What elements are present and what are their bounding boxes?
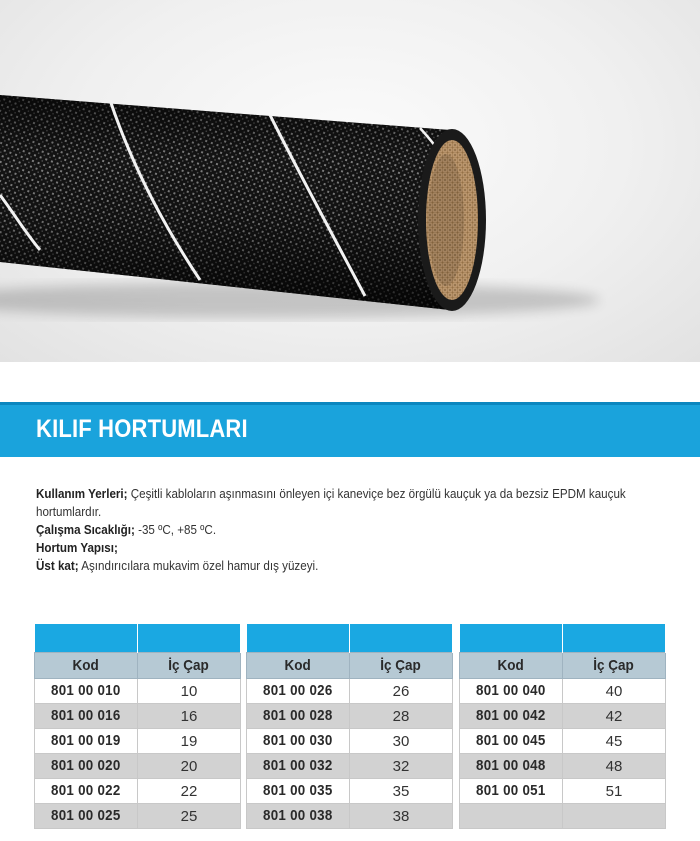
column-header-code-label: Kod — [497, 657, 525, 674]
table-row — [247, 804, 453, 829]
column-header-code-label: Kod — [72, 657, 100, 674]
product-tables — [34, 624, 668, 829]
code-cell — [35, 804, 138, 829]
table-top-bar — [247, 624, 453, 653]
code-cell — [35, 679, 138, 704]
table-header-row — [247, 653, 453, 679]
product-description — [36, 485, 631, 575]
column-header-diameter-label: İç Çap — [593, 657, 635, 674]
code-table-1 — [34, 624, 241, 829]
code-cell — [247, 804, 350, 829]
code-cell — [460, 804, 563, 829]
code-table-3 — [459, 624, 666, 829]
column-header-diameter-label: İç Çap — [168, 657, 210, 674]
diameter-cell: 16 — [138, 704, 241, 729]
code-cell — [35, 754, 138, 779]
code-cell — [460, 729, 563, 754]
column-header-code — [35, 653, 138, 679]
structure-line — [36, 539, 631, 557]
table-row — [35, 804, 241, 829]
code-cell — [460, 679, 563, 704]
diameter-cell: 32 — [350, 754, 453, 779]
column-header-code-label: Kod — [284, 657, 312, 674]
table-top-bar — [35, 624, 241, 653]
code-value: 801 00 016 — [51, 708, 121, 724]
column-header-diameter-label: İç Çap — [380, 657, 422, 674]
diameter-cell: 40 — [563, 679, 666, 704]
code-cell — [35, 779, 138, 804]
table-row — [460, 679, 666, 704]
usage-line — [36, 485, 631, 521]
temperature-line — [36, 521, 631, 539]
table-row — [460, 779, 666, 804]
table-row — [247, 704, 453, 729]
diameter-cell — [563, 804, 666, 829]
table-row — [247, 679, 453, 704]
diameter-cell: 28 — [350, 704, 453, 729]
table-header-row — [35, 653, 241, 679]
table-row — [460, 754, 666, 779]
table-row — [35, 754, 241, 779]
table-row — [247, 729, 453, 754]
table-top-cell — [350, 624, 453, 653]
column-header-code — [247, 653, 350, 679]
code-cell — [460, 754, 563, 779]
code-value: 801 00 028 — [263, 708, 333, 724]
diameter-cell: 22 — [138, 779, 241, 804]
table-top-cell — [138, 624, 241, 653]
code-value: 801 00 035 — [263, 783, 333, 799]
code-value: 801 00 019 — [51, 733, 121, 749]
product-image — [0, 0, 700, 362]
code-cell — [35, 704, 138, 729]
table-top-cell — [247, 624, 350, 653]
column-header-diameter — [563, 653, 666, 679]
code-value: 801 00 022 — [51, 783, 121, 799]
table-row — [247, 779, 453, 804]
table-header-row — [460, 653, 666, 679]
table-row — [460, 729, 666, 754]
diameter-cell: 25 — [138, 804, 241, 829]
code-cell — [247, 704, 350, 729]
diameter-cell: 38 — [350, 804, 453, 829]
code-value: 801 00 045 — [476, 733, 546, 749]
code-cell — [460, 704, 563, 729]
diameter-cell: 26 — [350, 679, 453, 704]
table-row — [35, 679, 241, 704]
diameter-cell: 10 — [138, 679, 241, 704]
table-top-cell — [563, 624, 666, 653]
diameter-cell: 19 — [138, 729, 241, 754]
structure-label: Hortum Yapısı; — [36, 541, 118, 555]
code-value: 801 00 025 — [51, 808, 121, 824]
code-cell — [247, 779, 350, 804]
table-row — [460, 704, 666, 729]
code-cell — [247, 729, 350, 754]
diameter-cell: 20 — [138, 754, 241, 779]
code-cell — [35, 729, 138, 754]
code-value: 801 00 038 — [263, 808, 333, 824]
usage-label: Kullanım Yerleri; — [36, 487, 128, 501]
diameter-cell: 48 — [563, 754, 666, 779]
diameter-cell: 42 — [563, 704, 666, 729]
table-top-cell — [460, 624, 563, 653]
diameter-cell: 45 — [563, 729, 666, 754]
hose-image — [0, 0, 700, 362]
table-row — [35, 704, 241, 729]
temperature-text: -35 ºC, +85 ºC. — [134, 523, 217, 537]
code-cell — [247, 754, 350, 779]
page-title: KILIF HORTUMLARI — [36, 415, 248, 443]
diameter-cell: 30 — [350, 729, 453, 754]
table-top-bar — [460, 624, 666, 653]
code-value: 801 00 048 — [476, 758, 546, 774]
temperature-label: Çalışma Sıcaklığı; — [36, 523, 135, 537]
code-value: 801 00 042 — [476, 708, 546, 724]
column-header-diameter — [138, 653, 241, 679]
outer-layer-text: Aşındırıcılara mukavim özel hamur dış yüzeyi. — [78, 559, 319, 573]
code-cell — [247, 679, 350, 704]
table-top-cell — [35, 624, 138, 653]
code-value: 801 00 026 — [263, 683, 333, 699]
usage-text: Çeşitli kabloların aşınmasını önleyen içi kaneviçe bez örgülü kauçuk ya da bezsiz EPDM kauçuk hortumlardır. — [36, 487, 626, 519]
column-header-code — [460, 653, 563, 679]
code-value: 801 00 020 — [51, 758, 121, 774]
code-value: 801 00 030 — [263, 733, 333, 749]
diameter-cell: 35 — [350, 779, 453, 804]
outer-layer-line — [36, 557, 631, 575]
title-banner — [0, 402, 700, 457]
code-cell — [460, 779, 563, 804]
code-value: 801 00 032 — [263, 758, 333, 774]
table-row — [247, 754, 453, 779]
table-row — [35, 779, 241, 804]
table-row — [35, 729, 241, 754]
code-table-2 — [246, 624, 453, 829]
table-row — [460, 804, 666, 829]
outer-layer-label: Üst kat; — [36, 559, 79, 573]
code-value: 801 00 040 — [476, 683, 546, 699]
diameter-cell: 51 — [563, 779, 666, 804]
code-value: 801 00 010 — [51, 683, 121, 699]
column-header-diameter — [350, 653, 453, 679]
code-value: 801 00 051 — [476, 783, 546, 799]
